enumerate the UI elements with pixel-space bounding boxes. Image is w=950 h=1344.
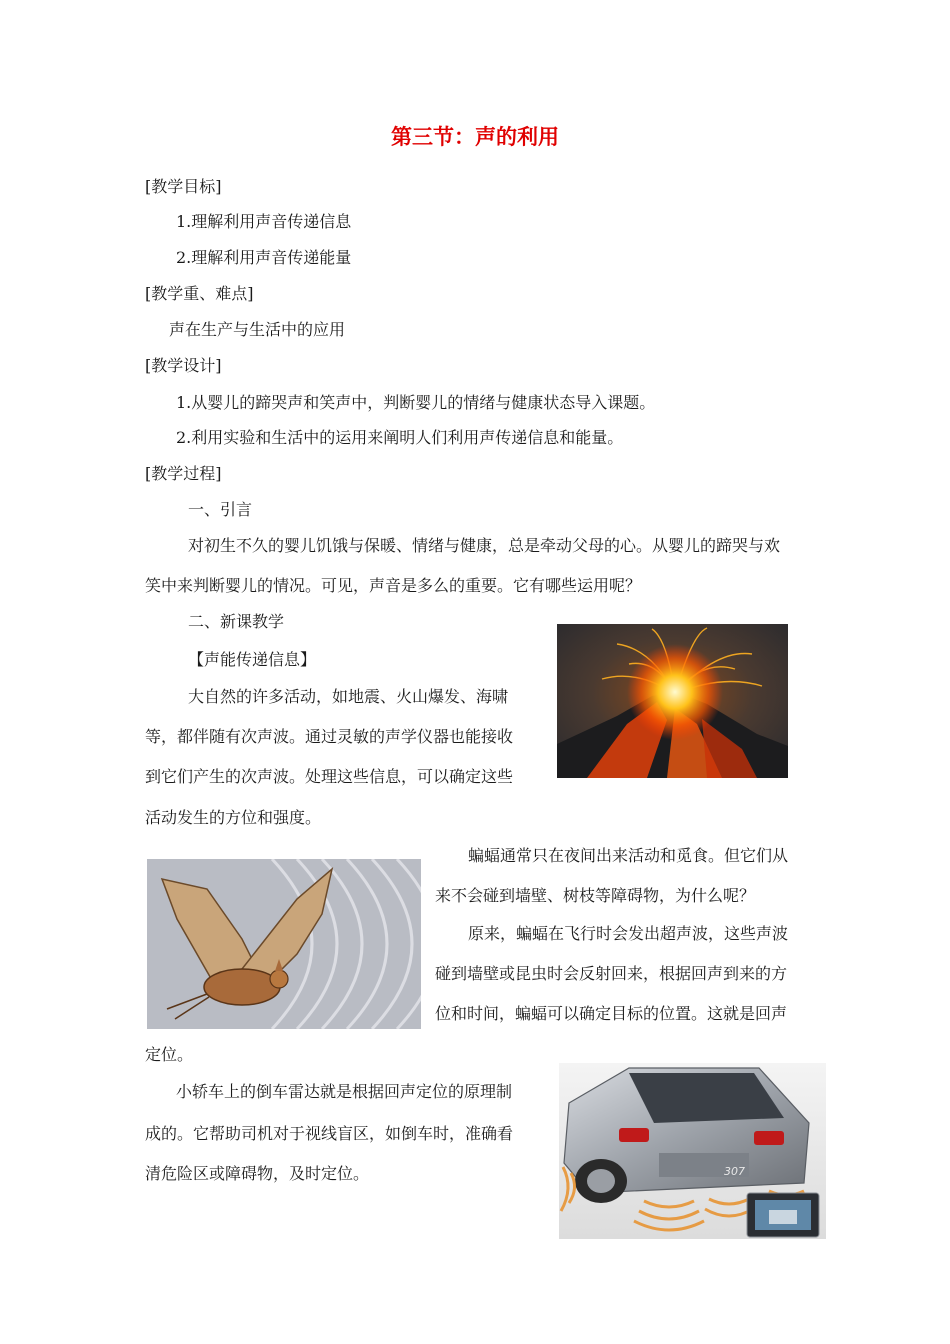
intro-heading: 一、引言 (188, 500, 253, 519)
car-paragraph-line: 成的。它帮助司机对于视线盲区，如倒车时，准确看 (145, 1124, 514, 1143)
bat-paragraph-line: 原来，蝙蝠在飞行时会发出超声波，这些声波 (468, 924, 789, 943)
bat-paragraph-line: 碰到墙壁或昆虫时会反射回来，根据回声到来的方 (435, 964, 788, 983)
bat-echolocation-image (147, 859, 421, 1029)
process-header: [教学过程] (145, 464, 222, 483)
intro-paragraph-line: 笑中来判断婴儿的情况。可见，声音是多么的重要。它有哪些运用呢？ (145, 576, 642, 595)
car-paragraph-line: 小轿车上的倒车雷达就是根据回声定位的原理制 (176, 1082, 513, 1101)
volcano-image (557, 624, 788, 778)
design-item-1: 1.从婴儿的蹄哭声和笑声中，判断婴儿的情绪与健康状态导入课题。 (176, 393, 656, 412)
goal-item-1: 1.理解利用声音传递信息 (176, 212, 352, 231)
intro-paragraph-line: 对初生不久的婴儿饥饿与保暖、情绪与健康，总是牵动父母的心。从婴儿的蹄哭与欢 (188, 536, 781, 555)
bat-paragraph-end: 定位。 (145, 1045, 194, 1064)
goal-item-2: 2.理解利用声音传递能量 (176, 248, 352, 267)
bat-paragraph-line: 位和时间，蝙蝠可以确定目标的位置。这就是回声 (435, 1004, 788, 1023)
nature-paragraph-line: 大自然的许多活动，如地震、火山爆发、海啸 (188, 687, 509, 706)
design-item-2: 2.利用实验和生活中的运用来阐明人们利用声传递信息和能量。 (176, 428, 624, 447)
bat-paragraph-line: 蝙蝠通常只在夜间出来活动和觅食。但它们从 (468, 846, 789, 865)
car-paragraph-line: 清危险区或障碍物，及时定位。 (145, 1164, 370, 1183)
info-heading: 【声能传递信息】 (188, 650, 317, 669)
car-badge: 307 (724, 1165, 745, 1178)
page-title: 第三节：声的利用 (391, 125, 559, 149)
key-header: [教学重、难点] (145, 284, 254, 303)
nature-paragraph-line: 活动发生的方位和强度。 (145, 808, 322, 827)
nature-paragraph-line: 等，都伴随有次声波。通过灵敏的声学仪器也能接收 (145, 727, 514, 746)
goals-header: [教学目标] (145, 177, 222, 196)
parking-radar-image (559, 1063, 826, 1239)
key-text: 声在生产与生活中的应用 (169, 320, 346, 339)
nature-paragraph-line: 到它们产生的次声波。处理这些信息，可以确定这些 (145, 767, 514, 786)
new-lesson-heading: 二、新课教学 (188, 612, 285, 631)
bat-paragraph-line: 来不会碰到墙壁、树枝等障碍物，为什么呢？ (435, 886, 756, 905)
design-header: [教学设计] (145, 356, 222, 375)
